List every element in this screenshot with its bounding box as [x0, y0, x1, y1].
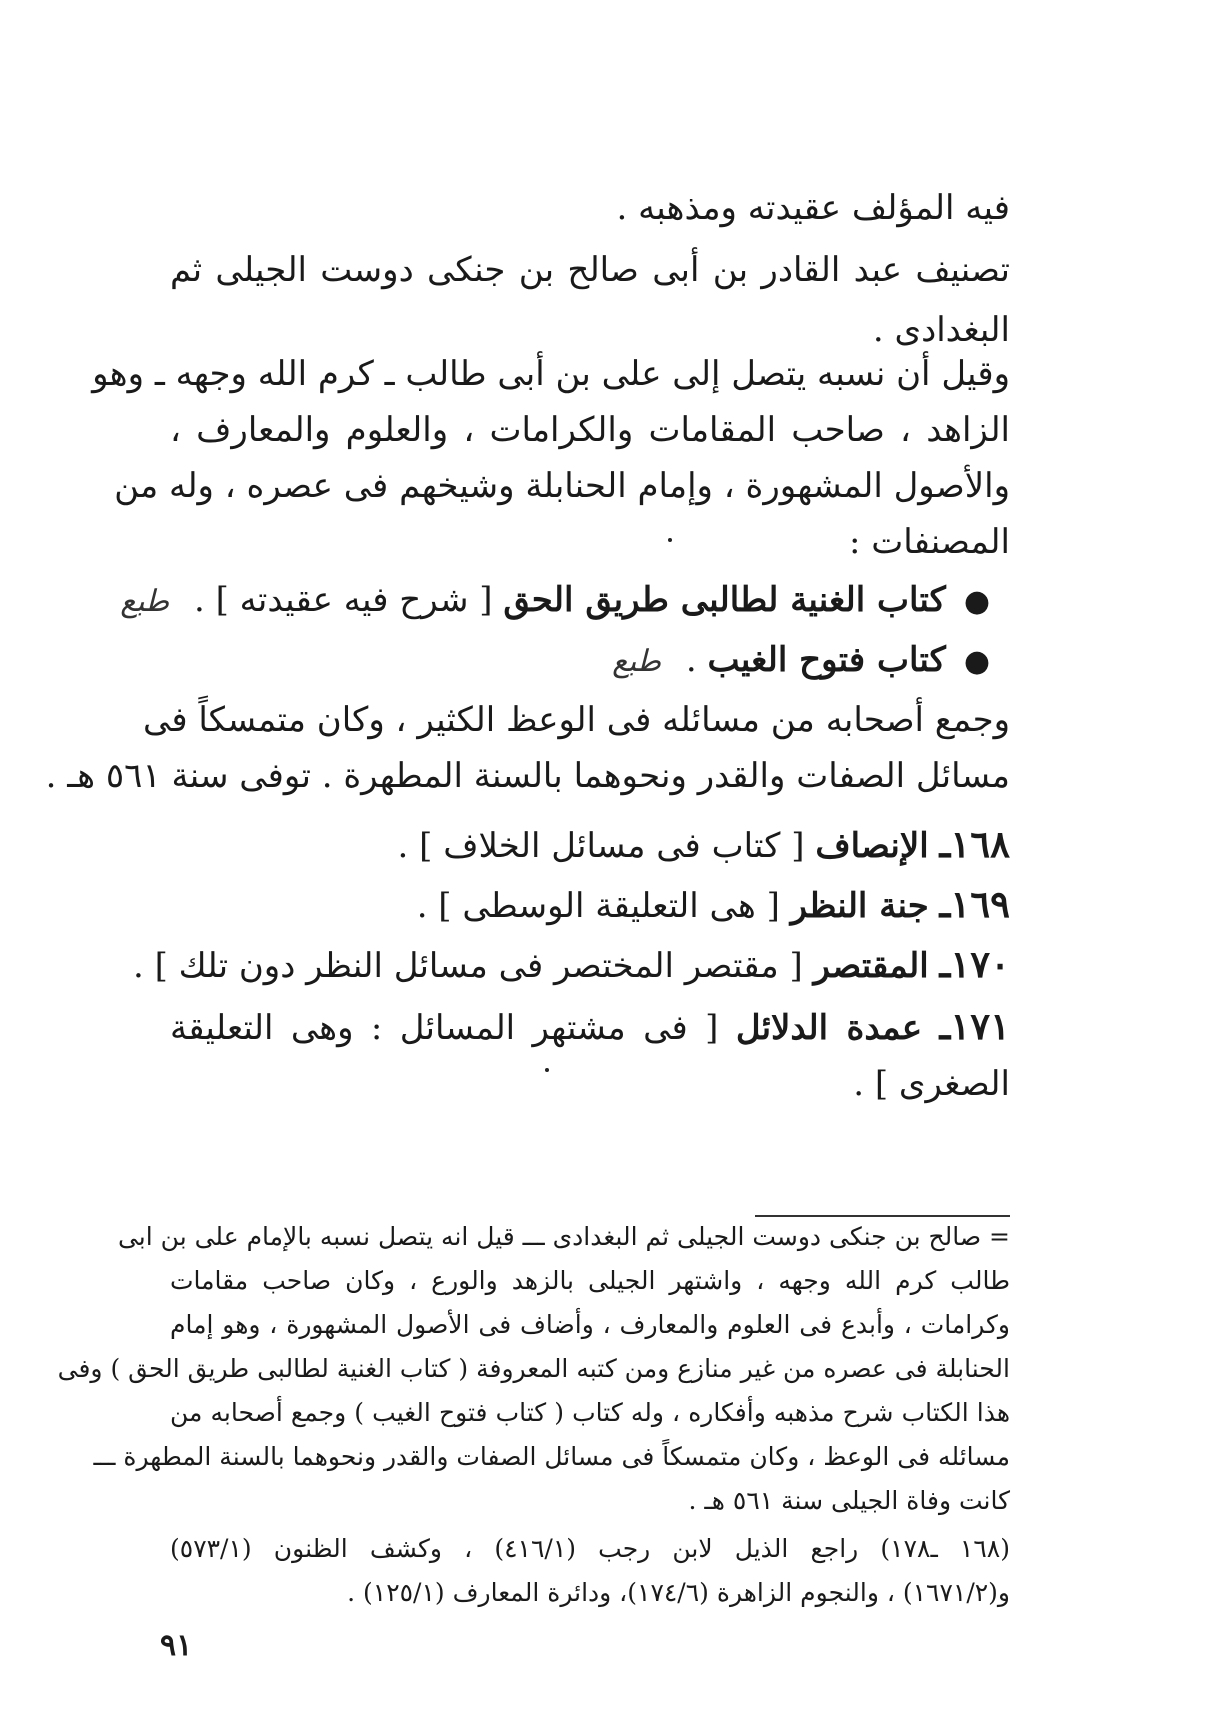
entry-171-continued: الصغرى ] . — [853, 1064, 1010, 1104]
entry-number: ١٧١ـ — [939, 1004, 1010, 1048]
body-line-7: المصنفات : — [848, 522, 1010, 562]
footnote-line-7: كانت وفاة الجيلى سنة ٥٦١ هـ . — [688, 1486, 1010, 1515]
entry-title: عمدة الدلائل — [735, 1008, 923, 1048]
footnote-line-4: الحنابلة فى عصره من غير منازع ومن كتبه المعروفة ( كتاب الغنية لطالبى طريق الحق ) وفى — [57, 1354, 1010, 1383]
body-line-2: تصنيف عبد القادر بن أبى صالح بن جنكى دوست الجيلى ثم — [170, 250, 1010, 290]
bullet-title: كتاب فتوح الغيب — [707, 640, 946, 680]
footnote-line-6: مسائله فى الوعظ ، وكان متمسكاً فى مسائل الصفات والقدر ونحوهما بالسنة المطهرة ـــ — [93, 1442, 1010, 1471]
footnote-line-2: طالب كرم الله وجهه ، واشتهر الجيلى بالزهد والورع ، وكان صاحب مقامات — [170, 1266, 1010, 1295]
entry-desc: [ هى التعليقة الوسطى ] . — [416, 886, 780, 926]
bullet-icon: ● — [963, 644, 990, 679]
bullet-item-1 — [120, 580, 990, 621]
body-line-6: والأصول المشهورة ، وإمام الحنابلة وشيخهم فى عصره ، وله من — [114, 466, 1010, 506]
entry-168 — [170, 822, 1010, 867]
handwritten-note: طبع — [612, 644, 661, 679]
handwritten-note: طبع — [120, 584, 170, 619]
body-line-4: وقيل أن نسبه يتصل إلى على بن أبى طالب ـ كرم الله وجهه ـ وهو — [92, 354, 1010, 394]
ink-speck — [545, 1068, 549, 1072]
bullet-note: [ شرح فيه عقيدته ] . — [193, 580, 493, 620]
footnote-line-9: و(١٦٧١/٢) ، والنجوم الزاهرة (١٧٤/٦)، ودائرة المعارف (١٢٥/١) . — [347, 1578, 1010, 1607]
entry-number: ١٧٠ـ — [939, 942, 1010, 986]
entry-title: جنة النظر — [790, 886, 929, 926]
body-line-9: مسائل الصفات والقدر ونحوهما بالسنة المطهرة . توفى سنة ٥٦١ هـ . — [45, 756, 1010, 796]
page-number: ٩١ — [160, 1628, 193, 1663]
bullet-item-2 — [150, 640, 990, 681]
entry-169 — [170, 882, 1010, 927]
body-line-5: الزاهد ، صاحب المقامات والكرامات ، والعلوم والمعارف ، — [170, 410, 1010, 450]
ink-speck — [668, 538, 672, 542]
entry-number: ١٦٨ـ — [939, 822, 1010, 866]
footnote-separator — [755, 1215, 1010, 1217]
body-line-3: البغدادى . — [872, 310, 1010, 350]
entry-number: ١٦٩ـ — [939, 882, 1010, 926]
bullet-title: كتاب الغنية لطالبى طريق الحق — [503, 580, 946, 620]
entry-desc: [ مقتصر المختصر فى مسائل النظر دون تلك ] . — [132, 946, 803, 986]
footnote-line-3: وكرامات ، وأبدع فى العلوم والمعارف ، وأضاف فى الأصول المشهورة ، وهو إمام — [170, 1310, 1010, 1339]
entry-title: الإنصاف — [815, 826, 929, 866]
footnote-line-5: هذا الكتاب شرح مذهبه وأفكاره ، وله كتاب ( كتاب فتوح الغيب ) وجمع أصحابه من — [170, 1398, 1010, 1427]
bullet-icon: ● — [963, 584, 990, 619]
footnote-line-8: (١٦٨ ـ١٧٨) راجع الذيل لابن رجب (٤١٦/١) ، وكشف الظنون (٥٧٣/١) — [170, 1534, 1010, 1563]
entry-desc: [ كتاب فى مسائل الخلاف ] . — [397, 826, 805, 866]
bullet-note: . — [685, 640, 697, 680]
entry-desc: [ فى مشتهر المسائل : وهى التعليقة — [170, 1008, 719, 1048]
entry-170 — [132, 942, 1010, 987]
body-line-8: وجمع أصحابه من مسائله فى الوعظ الكثير ، وكان متمسكاً فى — [143, 700, 1010, 740]
entry-171 — [170, 1004, 1010, 1049]
entry-title: المقتصر — [813, 946, 929, 986]
body-line-1: فيه المؤلف عقيدته ومذهبه . — [616, 188, 1010, 228]
footnote-line-1: = صالح بن جنكى دوست الجيلى ثم البغدادى ـــ قيل انه يتصل نسبه بالإمام على بن ابى — [117, 1222, 1010, 1251]
